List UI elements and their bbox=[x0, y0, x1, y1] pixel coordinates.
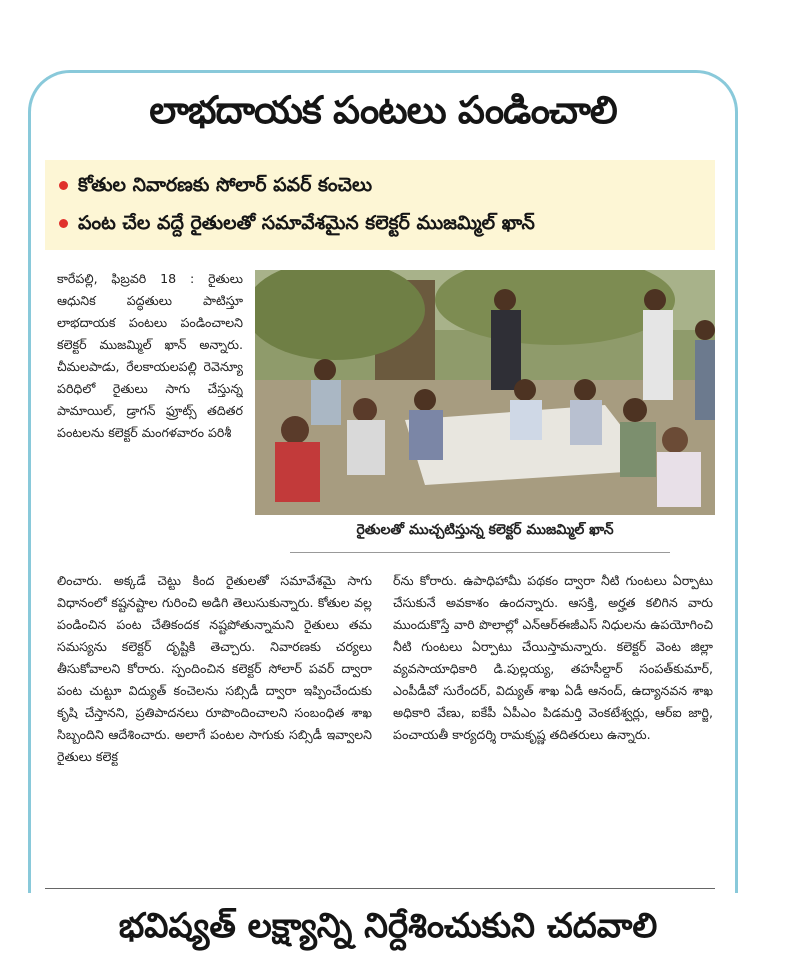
article-intro-text: కారేపల్లి, ఫిబ్రవరి 18 : రైతులు ఆధునిక పద్ధతులు పాటిస్తూ లాభదాయక పంటలు పండించాలని కలెక్టర్ ముజమ్మిల్ ఖాన్ అన్నారు. చీమలపాడు, రేలకాయలపల్లి రెవెన్యూ పరిధిలో రైతులు సాగు చేస్తున్న పామాయిల్, డ్రాగన్ ఫ్రూట్స్ తదితర పంటలను కలెక్టర్ మంగళవారం పరిశీ bbox=[57, 271, 243, 440]
photo-caption: రైతులతో ముచ్చటిస్తున్న కలెక్టర్ ముజమ్మిల్ ఖాన్ bbox=[356, 522, 614, 538]
bullet-text: కోతుల నివారణకు సోలార్ పవర్ కంచెలు bbox=[78, 174, 373, 196]
bullet-dot-icon bbox=[59, 181, 68, 190]
bullet-dot-icon bbox=[59, 219, 68, 228]
farmers-meeting-photo-icon bbox=[255, 270, 715, 515]
subheadline-bullet-2 bbox=[59, 212, 709, 239]
article-body-right-column: ర్‌ను కోరారు. ఉపాధిహామీ పథకం ద్వారా నీటి గుంటలు ఏర్పాటు చేసుకునే అవకాశం ఉందన్నారు. ఆసక్తి, అర్హత కలిగిన వారు ముందుకొస్తే వారి పొలాల్లో ఎన్‌ఆర్‌ఈజీఎస్ నిధులను ఉపయోగించి నీటి గుంటలు ఏర్పాటు చేయిస్తామన్నారు. కలెక్టర్ వెంట జిల్లా వ్యవసాయాధికారి డి.పుల్లయ్య, తహసీల్దార్ సంపత్‌కుమార్, ఎంపీడీవో సురేందర్, విద్యుత్ శాఖ ఏడీ ఆనంద్, ఉద్యానవన శాఖ అధికారి వేణు, ఐకేపీ ఏపీఎం పిడమర్తి వెంకటేశ్వర్లు, ఆర్ఐ జార్జి, పంచాయతీ కార్యదర్శి రామకృష్ణ తదితరులు ఉన్నారు. bbox=[393, 573, 713, 742]
bullet-text: పంట చేల వద్దే రైతులతో సమావేశమైన కలెక్టర్ ముజమ్మిల్ ఖాన్ bbox=[78, 212, 535, 234]
caption-underline bbox=[290, 552, 670, 553]
subheadline-box bbox=[45, 160, 715, 250]
article-body-left-column: లించారు. అక్కడే చెట్టు కింద రైతులతో సమావేశమై సాగు విధానంలో కష్టనష్టాల గురించి అడిగి తెలుసుకున్నారు. కోతుల వల్ల పండించిన పంట చేతికందక నష్టపోతున్నామని రైతులు తమ సమస్యను కలెక్టర్ దృష్టికి తెచ్చారు. నివారణకు చర్యలు తీసుకోవాలని కోరారు. స్పందించిన కలెక్టర్ సోలార్ పవర్ ద్వారా పంట చుట్టూ విద్యుత్ కంచెలను సబ్సిడీ ద్వారా ఇప్పించేందుకు కృషి చేస్తానని, ప్రతిపాదనలు రూపొందించాలని సంబంధిత శాఖ సిబ్బందిని ఆదేశించారు. అలాగే పంటల సాగుకు సబ్సిడీ ఇవ్వాలని రైతులు కలెక్ట bbox=[57, 573, 372, 764]
next-article-headline: భవిష్యత్ లక్ష్యాన్ని నిర్దేశించుకుని చదవాలి bbox=[118, 906, 658, 946]
subheadline-bullet-1 bbox=[59, 174, 709, 201]
article-divider bbox=[45, 888, 715, 889]
article-headline: లాభదాయక పంటలు పండించాలి bbox=[149, 88, 617, 132]
article-photo bbox=[255, 270, 715, 515]
